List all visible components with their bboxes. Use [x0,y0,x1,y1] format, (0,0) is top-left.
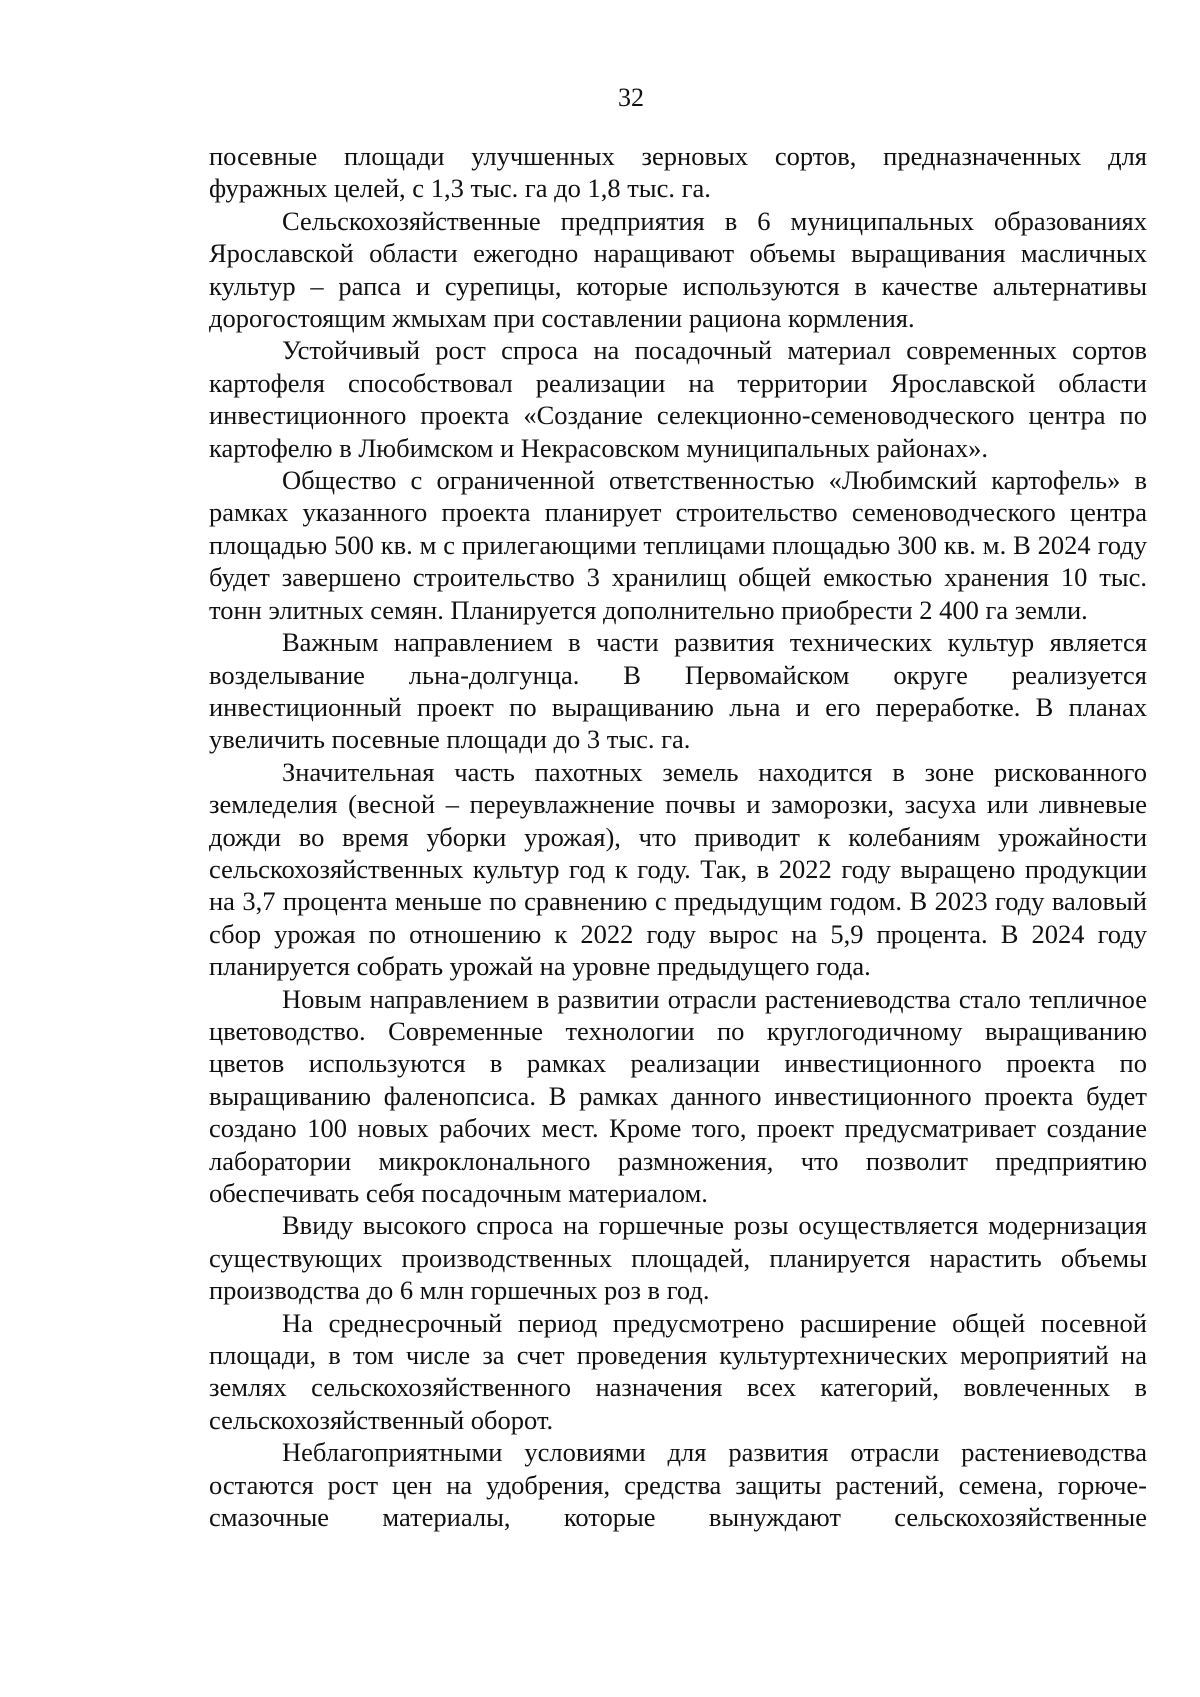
paragraph-10: Неблагоприятными условиями для развития отрасли растениеводства остаются рост цен на удобрения, средства защиты растений, семена, горюче-смазочные материалы, которые вынуждают сельскохозяйственные [209,1437,1147,1533]
page-number: 32 [618,83,644,112]
paragraph-7: Новым направлением в развитии отрасли растениеводства стало тепличное цветоводство. Современные технологии по круглогодичному выращиванию цветов используются в рамках реализации инвестиционного проекта по выращиванию фаленопсиса. В рамках данного инвестиционного проекта будет создано 100 новых рабочих мест. Кроме того, проект предусматривает создание лаборатории микроклонального размножения, что позволит предприятию обеспечивать себя посадочным материалом. [209,983,1147,1208]
paragraph-2: Сельскохозяйственные предприятия в 6 муниципальных образованиях Ярославской области ежегодно наращивают объемы выращивания масличных культур – рапса и сурепицы, которые используются в качестве альтернативы дорогостоящим жмыхам при составлении рациона кормления. [209,205,1147,334]
paragraph-3: Устойчивый рост спроса на посадочный материал современных сортов картофеля способствовал реализации на территории Ярославской области инвестиционного проекта «Создание селекционно-семеноводческого центра по картофелю в Любимском и Некрасовском муниципальных районах». [209,335,1147,463]
paragraph-9: На среднесрочный период предусмотрено расширение общей посевной площади, в том числе за счет проведения культуртехнических мероприятий на землях сельскохозяйственного назначения всех категорий, вовлеченных в сельскохозяйственный оборот. [209,1307,1147,1435]
paragraph-4: Общество с ограниченной ответственностью «Любимский картофель» в рамках указанного проекта планирует строительство семеноводческого центра площадью 500 кв. м с прилегающими теплицами площадью 300 кв. м. В 2024 году будет завершено строительство 3 хранилищ общей емкостью хранения 10 тыс. тонн элитных семян. Планируется дополнительно приобрести 2 400 га земли. [209,465,1147,625]
document-body [209,140,1147,1533]
paragraph-6: Значительная часть пахотных земель находится в зоне рискованного земледелия (весной – переувлажнение почвы и заморозки, засуха или ливневые дожди во время уборки урожая), что приводит к колебаниям урожайности сельскохозяйственных культур год к году. Так, в 2022 году выращено продукции на 3,7 процента меньше по сравнению с предыдущим годом. В 2023 году валовый сбор урожая по отношению к 2022 году вырос на 5,9 процента. В 2024 году планируется собрать урожай на уровне предыдущего года. [209,756,1147,982]
paragraph-1: посевные площади улучшенных зерновых сортов, предназначенных для фуражных целей, с 1,3 тыс. га до 1,8 тыс. га. [209,141,1147,204]
paragraph-5: Важным направлением в части развития технических культур является возделывание льна-долгунца. В Первомайском округе реализуется инвестиционный проект по выращиванию льна и его переработке. В планах увеличить посевные площади до 3 тыс. га. [209,627,1147,755]
paragraph-8: Ввиду высокого спроса на горшечные розы осуществляется модернизация существующих производственных площадей, планируется нарастить объемы производства до 6 млн горшечных роз в год. [209,1210,1147,1306]
